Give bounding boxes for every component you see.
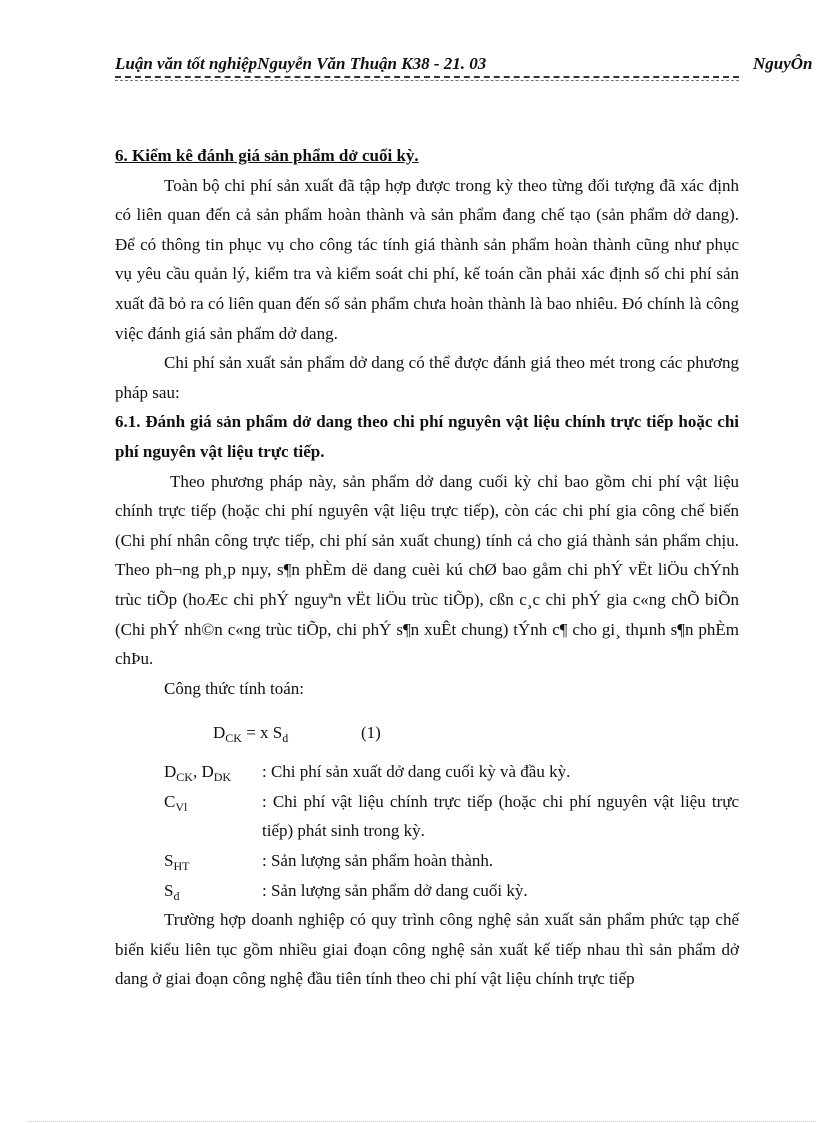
- section-6-heading: 6. Kiểm kê đánh giá sản phẩm dở cuối kỳ.: [115, 146, 419, 165]
- header-author-cut: NguyÔn: [753, 54, 813, 73]
- formula-label: Công thức tính toán:: [164, 678, 305, 698]
- page-header: [115, 54, 816, 76]
- section-6-1-heading: 6.1. Đánh giá sản phẩm dở dang theo chi phí nguyên vật liệu chính trực tiếp hoặc chi phí nguyên vật liệu trực tiếp.: [115, 412, 739, 461]
- definition-cvl: [115, 787, 739, 846]
- section-6-1-paragraph-last: Trường hợp doanh nghiệp có quy trình công nghệ sản xuất sản phẩm phức tạp chế biến kiểu liên tục gồm nhiều giai đoạn công nghệ sản xuất kế tiếp nhau thì sản phẩm dở dang ở giai đoạn công nghệ đầu tiên tính theo chi phí vật liệu chính trực tiếp: [115, 910, 739, 989]
- section-6-paragraph-2: Chi phí sản xuất sản phẩm dở dang có thể được đánh giá theo mét trong các phương pháp sau:: [115, 353, 739, 402]
- formula-1: [115, 709, 739, 757]
- footer-divider: [28, 1121, 816, 1122]
- formula-lhs: D: [213, 723, 226, 743]
- definition-text: : Sản lượng sản phẩm dở dang cuối kỳ.: [262, 880, 528, 900]
- formula-expression: [213, 718, 288, 748]
- definition-symbol: $S_d$: [164, 880, 180, 903]
- definition-dck: [115, 757, 739, 787]
- formula-rhs: = x S: [241, 723, 283, 743]
- formula-lhs-subscript: CK: [225, 731, 242, 746]
- header-divider: [115, 76, 739, 78]
- section-6-paragraph-1: Toàn bộ chi phí sản xuất đã tập hợp được trong kỳ theo từng đối tượng đã xác định có liên quan đến cả sản phẩm hoàn thành và sản phẩm đang chế tạo (sản phẩm dở dang). Để có thông tin phục vụ cho công tác tính giá thành sản phẩm hoàn thành cũng như phục vụ yêu cầu quản lý, kiểm tra và kiểm soát chi phí, kế toán cần phải xác định số chi phí sản xuất đã bỏ ra có liên quan đến số sản phẩm chưa hoàn thành là bao nhiêu. Đó chính là công việc đánh giá sản phẩm dở dang.: [115, 175, 739, 343]
- header-title: Luận văn tốt nghiệpNguyễn Văn Thuận K38 - 21. 03: [115, 54, 487, 73]
- definition-symbol: $C_{Vl}$: [164, 791, 188, 814]
- definition-sd: [115, 876, 739, 906]
- document-body: [115, 141, 739, 994]
- definition-symbol: $S_{HT}$: [164, 851, 190, 874]
- formula-number: (1): [361, 723, 381, 743]
- definition-text: : Sản lượng sản phẩm hoàn thành.: [262, 851, 494, 871]
- definition-sht: [115, 846, 739, 876]
- formula-rhs-subscript: d: [282, 731, 289, 746]
- definition-symbol: $D_{CK}$, $D_{DK}$: [164, 762, 232, 785]
- section-6-1-paragraph-1: Theo phương pháp này, sản phẩm dở dang cuối kỳ chỉ bao gồm chi phí vật liệu chính trực tiếp (hoặc chi phí nguyên vật liệu trực tiếp), còn các chi phí gia công chế biến (Chi phí nhân công trực tiếp, chi phí sản xuất chung) tính cả cho giá thành sản phẩm chịu. Theo ph¬ng ph¸p nµy, s¶n phÈm dë dang cuèi kú chØ bao gåm chi phÝ vËt liÖu chÝnh trùc tiÕp (hoÆc chi phÝ nguyªn vËt liÖu trùc tiÕp), cßn c¸c chi phÝ gia c«ng chÕ biÕn (Chi phÝ nh©n c«ng trùc tiÕp, chi phÝ s¶n xuÊt chung) tÝnh c¶ cho gi¸ thµnh s¶n phÈm chÞu.: [115, 471, 739, 669]
- definition-text: : Chi phí vật liệu chính trực tiếp (hoặc chi phí nguyên vật liệu trực tiếp) phát sinh trong kỳ.: [262, 791, 739, 841]
- definition-text: : Chi phí sản xuất dở dang cuối kỳ và đầu kỳ.: [262, 762, 571, 782]
- header-divider-secondary: [115, 80, 739, 81]
